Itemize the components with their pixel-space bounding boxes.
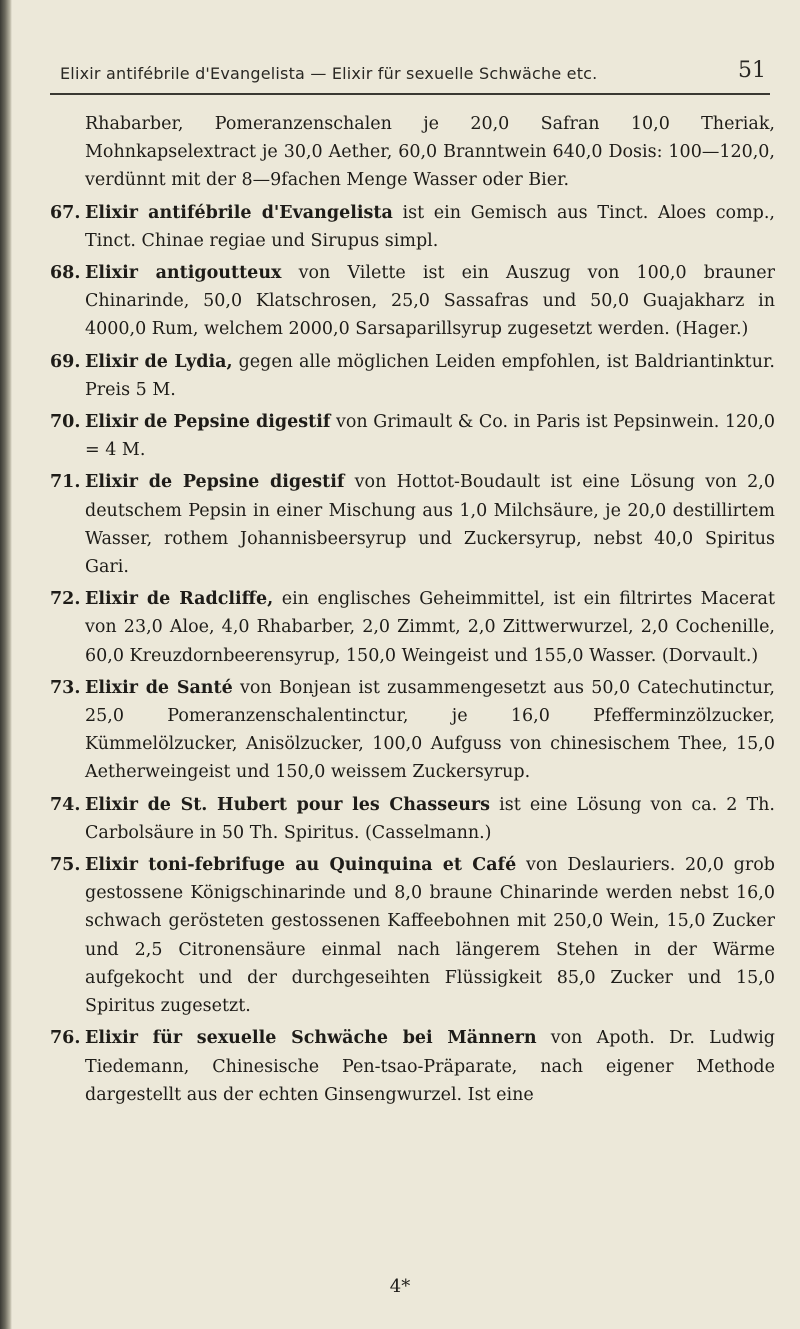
entry-68 <box>50 259 775 344</box>
entry-number: 67. <box>50 202 81 223</box>
entry-body: von Hottot-Boudault ist eine Lösung von 2,0 deutschem Pepsin in einer Mischung aus 1,0 Milchsäure, je 20,0 destillirtem Wasser, rothem Johannisbeersyrup und Zuckersyrup, nebst 40,0 Spiritus Gari. <box>85 472 775 578</box>
entry-title: Elixir de Lydia, <box>85 351 233 372</box>
entry-body: von Deslauriers. 20,0 grob gestossene Königschinarinde und 8,0 braune Chinarinde werden nebst 16,0 schwach gerösteten gestossenen Kaffeebohnen mit 250,0 Wein, 15,0 Zucker und 2,5 Citronensäure einmal nach längerem Stehen in der Wärme aufgekocht und der durchgeseihten Flüssigkeit 85,0 Zucker und 15,0 Spiritus zugesetzt. <box>85 855 775 1017</box>
entry-body: von Bonjean ist zusammengesetzt aus 50,0 Catechutinctur, 25,0 Pomeranzenschalentinctur, je 16,0 Pfefferminzölzucker, Kümmelölzucker, Anisölzucker, 100,0 Aufguss von chinesischem Thee, 15,0 Aetherweingeist und 150,0 weissem Zuckersyrup. <box>85 677 775 783</box>
entry-72 <box>50 585 775 670</box>
entry-body: ist ein Gemisch aus Tinct. Aloes comp., Tinct. Chinae regiae und Sirupus simpl. <box>85 202 775 251</box>
entry-76 <box>50 1024 775 1109</box>
entry-71 <box>50 468 775 581</box>
book-spine-shadow <box>0 0 12 1329</box>
entry-title: Elixir de Santé <box>85 677 233 698</box>
entry-number: 73. <box>50 677 81 698</box>
page-body <box>50 110 775 1113</box>
entry-number: 71. <box>50 472 81 493</box>
header-title: Elixir antifébrile d'Evangelista — Elixir für sexuelle Schwäche etc. <box>60 64 598 83</box>
entry-title: Elixir de Radcliffe, <box>85 589 274 610</box>
entry-body: ein englisches Geheimmittel, ist ein filtrirtes Macerat von 23,0 Aloe, 4,0 Rhabarber, 2,0 Zimmt, 2,0 Zittwerwurzel, 2,0 Cochenille, 60,0 Kreuzdornbeerensyrup, 150,0 Weingeist und 155,0 Wasser. (Dorvault.) <box>85 589 775 666</box>
entry-title: Elixir toni-febrifuge au Quinquina et Café <box>85 855 517 876</box>
entry-number: 69. <box>50 351 81 372</box>
entry-74 <box>50 791 775 847</box>
entry-body: gegen alle möglichen Leiden empfohlen, ist Baldriantinktur. Preis 5 M. <box>85 351 775 400</box>
entry-73 <box>50 674 775 787</box>
entry-body: von Vilette ist ein Auszug von 100,0 brauner Chinarinde, 50,0 Klatschrosen, 25,0 Sassafras und 50,0 Guajakharz in 4000,0 Rum, welchem 2000,0 Sarsaparillsyrup zugesetzt werden. (Hager.) <box>85 263 775 340</box>
entry-title: Elixir de Pepsine digestif <box>85 472 345 493</box>
entry-body: von Apoth. Dr. Ludwig Tiedemann, Chinesische Pen-tsao-Präparate, nach eigener Methode dargestellt aus der echten Ginsengwurzel. Ist eine <box>85 1028 775 1105</box>
entry-body: Rhabarber, Pomeranzenschalen je 20,0 Safran 10,0 Theriak, Mohnkapselextract je 30,0 Aether, 60,0 Branntwein 640,0 Dosis: 100—120,0, verdünnt mit der 8—9fachen Menge Wasser oder Bier. <box>85 114 775 191</box>
page-number: 51 <box>738 58 766 83</box>
entry-number: 72. <box>50 589 81 610</box>
entry-75 <box>50 851 775 1020</box>
entry-continuation <box>50 110 775 195</box>
signature-mark: 4* <box>389 1276 411 1297</box>
entry-title: Elixir antifébrile d'Evangelista <box>85 202 393 223</box>
entry-number: 75. <box>50 855 81 876</box>
entry-body: ist eine Lösung von ca. 2 Th. Carbolsäure in 50 Th. Spiritus. (Casselmann.) <box>85 794 775 843</box>
entry-body: von Grimault & Co. in Paris ist Pepsinwein. 120,0 = 4 M. <box>85 412 775 461</box>
entry-67 <box>50 199 775 255</box>
header-rule <box>50 93 770 95</box>
entry-title: Elixir für sexuelle Schwäche bei Männern <box>85 1028 537 1049</box>
entry-number: 68. <box>50 263 81 284</box>
entry-number: 76. <box>50 1028 81 1049</box>
entry-title: Elixir de Pepsine digestif <box>85 412 331 433</box>
entry-number: 74. <box>50 794 81 815</box>
entry-title: Elixir antigoutteux <box>85 263 282 284</box>
running-header <box>60 58 770 92</box>
entry-number: 70. <box>50 412 81 433</box>
entry-69 <box>50 348 775 404</box>
entry-title: Elixir de St. Hubert pour les Chasseurs <box>85 794 490 815</box>
entry-70 <box>50 408 775 464</box>
